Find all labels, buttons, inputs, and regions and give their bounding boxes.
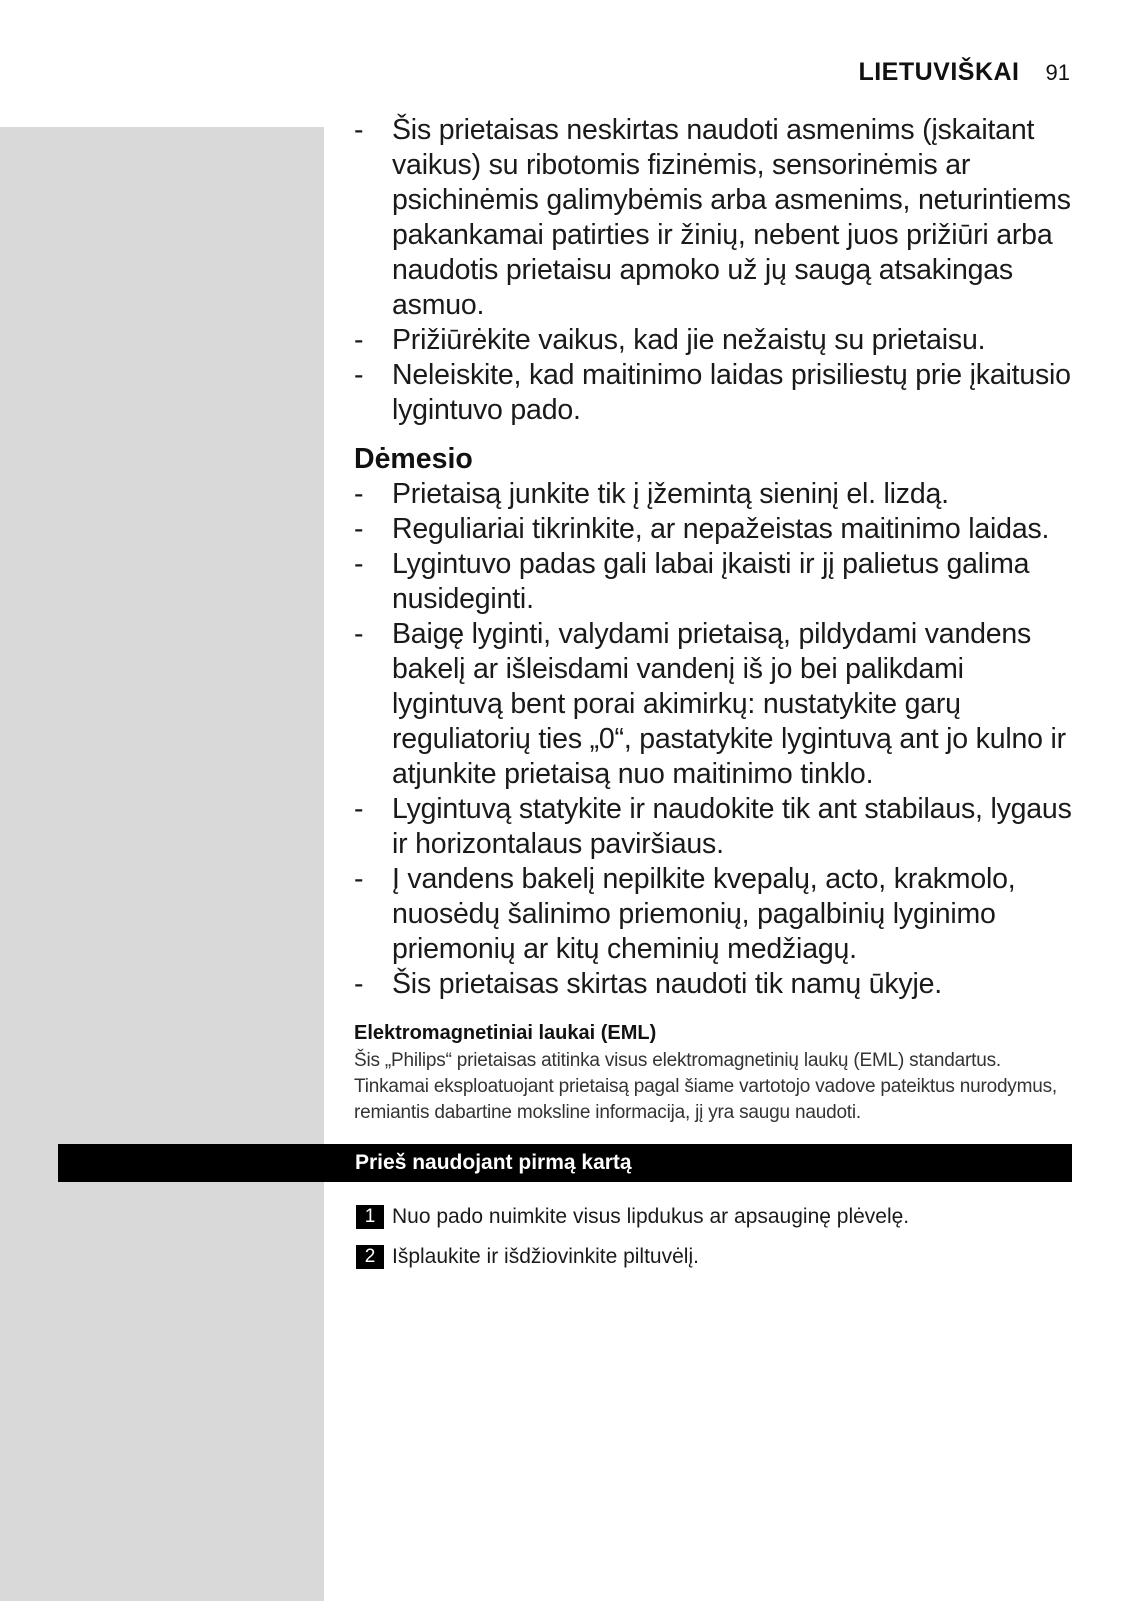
list-item: - Neleiskite, kad maitinimo laidas prisiliestų prie įkaitusio lygintuvo pado.	[354, 359, 1071, 426]
caution-list	[354, 477, 1074, 1002]
list-item: - Į vandens bakelį nepilkite kvepalų, acto, krakmolo, nuosėdų šalinimo priemonių, pagalbinių lyginimo priemonių ar kitų cheminių medžiagų.	[354, 863, 1016, 965]
step-number-badge: 2	[356, 1245, 384, 1269]
first-use-heading: Prieš naudojant pirmą kartą	[355, 1151, 632, 1174]
list-item: - Baigę lyginti, valydami prietaisą, pildydami vandens bakelį ar išleisdami vandenį iš jo bei palikdami lygintuvą bent porai akimirkų: nustatykite garų reguliatorių ties „0“, pastatykite lygintuvą ant jo kulno ir atjunkite prietaisą nuo maitinimo tinklo.	[354, 618, 1066, 790]
list-item: - Šis prietaisas neskirtas naudoti asmenims (įskaitant vaikus) su ribotomis fizinėmis, sensorinėmis ar psichinėmis galimybėmis arba asmenims, neturintiems pakankamai patirties ir žinių, nebent juos prižiūri arba naudotis prietaisu apmoko už jų saugą atsakingas asmuo.	[354, 114, 1071, 321]
step-item	[356, 1203, 1072, 1231]
list-item: - Lygintuvo padas gali labai įkaisti ir jį palietus galima nusideginti.	[354, 548, 1030, 615]
page-header	[858, 58, 1070, 87]
list-item: - Lygintuvą statykite ir naudokite tik ant stabilaus, lygaus ir horizontalaus paviršiaus.	[354, 793, 1072, 860]
list-item: - Prietaisą junkite tik į įžemintą sieninį el. lizdą.	[354, 478, 949, 510]
section-band	[58, 1144, 1072, 1182]
eml-heading: Elektromagnetiniai laukai (EML)	[354, 1022, 657, 1044]
list-item: - Prižiūrėkite vaikus, kad jie nežaistų su prietaisu.	[354, 324, 986, 356]
margin-sidebar	[0, 127, 324, 1601]
main-content	[354, 113, 1074, 1126]
list-item: - Reguliariai tikrinkite, ar nepažeistas maitinimo laidas.	[354, 513, 1050, 545]
step-number-badge: 1	[356, 1205, 384, 1229]
list-item: - Šis prietaisas skirtas naudoti tik namų ūkyje.	[354, 968, 942, 1000]
page-number: 91	[1045, 60, 1070, 85]
step-item	[356, 1243, 1072, 1271]
language-label: LIETUVIŠKAI	[858, 58, 1020, 86]
warnings-list	[354, 113, 1074, 428]
step-text: Išplaukite ir išdžiovinkite piltuvėlį.	[392, 1245, 699, 1268]
first-use-steps	[356, 1203, 1072, 1283]
eml-paragraph: Šis „Philips“ prietaisas atitinka visus elektromagnetinių laukų (EML) standartus. Tinkamai eksploatuojant prietaisą pagal šiame vartotojo vadove pateiktus nurodymus, remiantis dabartine moksline informacija, jį yra saugu naudoti.	[354, 1050, 1057, 1123]
step-text: Nuo pado nuimkite visus lipdukus ar apsauginę plėvelę.	[392, 1205, 910, 1228]
caution-heading: Dėmesio	[354, 443, 473, 475]
